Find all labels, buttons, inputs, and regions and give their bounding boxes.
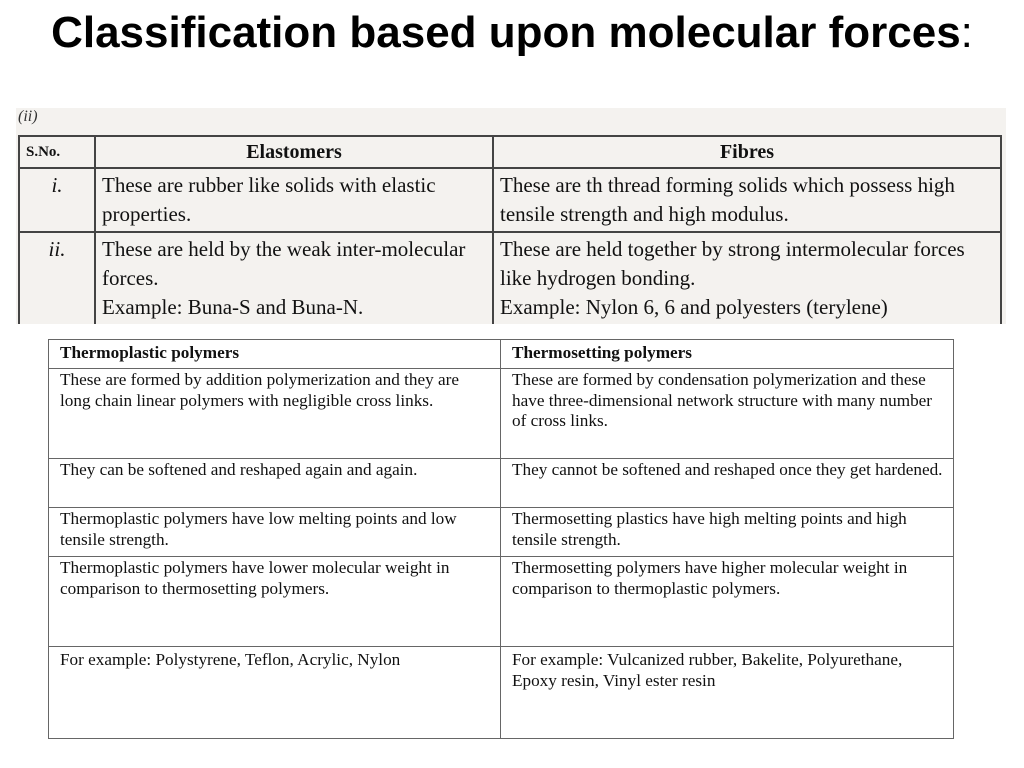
fibres-cell [493,232,1001,324]
cell-text: These are th thread forming solids which possess high tensile strength and high modulus. [500,173,955,226]
fibres-cell [493,168,1001,232]
cell-example: Example: Buna-S and Buna-N. [102,295,364,319]
header-thermosetting: Thermosetting polymers [501,340,954,369]
elastomers-fibres-table [18,135,1002,324]
thermoplastic-cell: These are formed by addition polymerization and they are long chain linear polymers with negligible cross links. [49,369,501,459]
cell-example: Example: Nylon 6, 6 and polyesters (terylene) [500,295,888,319]
thermoplastic-cell: They can be softened and reshaped again and again. [49,459,501,508]
thermoplastic-thermosetting-table [48,339,954,739]
table-row [49,557,954,647]
row-number: i. [19,168,95,232]
table-row [49,508,954,557]
thermosetting-example-cell: For example: Vulcanized rubber, Bakelite, Polyurethane, Epoxy resin, Vinyl ester resin [501,647,954,739]
thermoplastic-cell: Thermoplastic polymers have lower molecular weight in comparison to thermosetting polymers. [49,557,501,647]
cell-text: These are held together by strong intermolecular forces like hydrogen bonding. [500,237,965,290]
header-thermoplastic: Thermoplastic polymers [49,340,501,369]
table-header-row [49,340,954,369]
thermoplastic-cell: Thermoplastic polymers have low melting points and low tensile strength. [49,508,501,557]
table-header-row [19,136,1001,168]
cell-text: These are rubber like solids with elastic properties. [102,173,436,226]
row-number: ii. [19,232,95,324]
cell-text: These are held by the weak inter-molecular forces. [102,237,466,290]
thermosetting-cell: Thermosetting plastics have high melting points and high tensile strength. [501,508,954,557]
scan-corner-mark: (ii) [18,108,38,125]
thermosetting-cell: They cannot be softened and reshaped once they get hardened. [501,459,954,508]
thermoplastic-example-cell: For example: Polystyrene, Teflon, Acrylic, Nylon [49,647,501,739]
scanned-table-image [16,108,1006,324]
header-fibres: Fibres [493,136,1001,168]
slide-title-text: Classification based upon molecular forces [51,8,961,57]
thermosetting-cell: These are formed by condensation polymerization and these have three-dimensional network structure with many number of cross links. [501,369,954,459]
table-row [49,369,954,459]
header-elastomers: Elastomers [95,136,493,168]
table-row [19,168,1001,232]
table-row [49,647,954,739]
elastomers-cell [95,232,493,324]
thermosetting-cell: Thermosetting polymers have higher molecular weight in comparison to thermoplastic polymers. [501,557,954,647]
table-row [49,459,954,508]
slide-title [0,0,1024,66]
header-sno: S.No. [19,136,95,168]
elastomers-cell [95,168,493,232]
slide-title-colon: : [960,8,973,57]
table-row [19,232,1001,324]
